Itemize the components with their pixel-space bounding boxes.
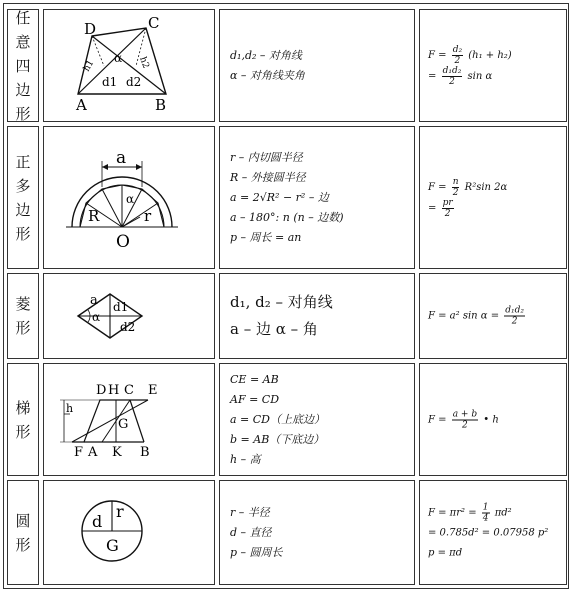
quadrilateral-figure bbox=[44, 10, 214, 121]
definition-line: AF = CD bbox=[230, 392, 280, 406]
svg-text:r: r bbox=[116, 502, 124, 521]
svg-text:r: r bbox=[144, 207, 152, 225]
formula-cell bbox=[419, 273, 567, 359]
definition-line: d₁, d₂ – 对角线 bbox=[230, 293, 333, 311]
trapezoid-figure bbox=[44, 364, 214, 475]
figure-cell bbox=[43, 9, 215, 122]
formula-cell bbox=[419, 363, 567, 476]
svg-text:G: G bbox=[106, 536, 119, 555]
variable-definitions bbox=[230, 289, 410, 343]
svg-text:a: a bbox=[116, 148, 127, 168]
area-formula: F = πr² = $\frac{1}{4}$ πd² = 0.785d² = 0.07958 p² p = πd bbox=[428, 502, 549, 558]
definition-line: r – 半径 bbox=[230, 505, 270, 519]
definition-line: a = 2√R² − r² – 边 bbox=[230, 190, 329, 204]
area-formula: F = a² sin α = $\frac{\text{d₁d₂}}{2}$ bbox=[428, 305, 525, 327]
shape-name-cell bbox=[7, 9, 39, 122]
svg-text:α: α bbox=[92, 310, 101, 324]
shape-name: 任 意 四 边 形 bbox=[15, 9, 31, 122]
description-cell bbox=[219, 480, 415, 585]
svg-text:h: h bbox=[66, 402, 74, 415]
definition-line: a = CD（上底边） bbox=[230, 412, 326, 426]
svg-text:d2: d2 bbox=[126, 75, 142, 89]
shape-name: 圆 形 bbox=[15, 511, 31, 554]
shape-name-cell bbox=[7, 480, 39, 585]
formula-cell bbox=[419, 480, 567, 585]
svg-text:d2: d2 bbox=[120, 320, 136, 334]
figure-cell bbox=[43, 480, 215, 585]
definition-line: d – 直径 bbox=[230, 525, 272, 539]
svg-text:O: O bbox=[116, 232, 130, 252]
table-row bbox=[4, 7, 570, 124]
svg-text:α: α bbox=[126, 192, 135, 206]
table-row bbox=[4, 124, 570, 271]
shape-name: 梯 形 bbox=[15, 398, 31, 441]
svg-text:d1: d1 bbox=[102, 75, 118, 89]
svg-text:A: A bbox=[76, 96, 87, 114]
svg-text:d: d bbox=[92, 512, 103, 531]
shape-name: 菱 形 bbox=[15, 295, 31, 337]
variable-definitions bbox=[230, 46, 410, 86]
svg-text:A: A bbox=[88, 445, 98, 460]
shape-name-cell bbox=[7, 363, 39, 476]
definition-line: b = AB（下底边） bbox=[230, 432, 325, 446]
svg-text:h2: h2 bbox=[137, 55, 151, 70]
area-formula: F = $\frac{\text{d₂}}{2}$ (h₁ + h₂) = $\frac{\text{d₁d₂}}{2}$ sin α bbox=[428, 44, 512, 87]
area-formula: F = $\frac{n}{2}$ R²sin 2α = $\frac{pr}{2}$ bbox=[428, 176, 508, 219]
definition-line: α – 对角线夹角 bbox=[230, 68, 305, 82]
shape-name-cell bbox=[7, 273, 39, 359]
svg-text:K: K bbox=[112, 445, 122, 460]
variable-definitions bbox=[230, 370, 410, 470]
area-formula: F = $\frac{a + b}{2}$ • h bbox=[428, 409, 499, 430]
svg-text:R: R bbox=[88, 207, 100, 225]
svg-text:C: C bbox=[124, 383, 134, 398]
svg-text:F: F bbox=[74, 445, 84, 460]
definition-line: p – 圆周长 bbox=[230, 545, 283, 559]
description-cell bbox=[219, 273, 415, 359]
definition-line: a – 边 α – 角 bbox=[230, 320, 318, 338]
table-row bbox=[4, 271, 570, 361]
formula-table bbox=[3, 3, 569, 589]
regular-polygon-figure bbox=[44, 127, 214, 268]
svg-text:α: α bbox=[114, 51, 123, 65]
svg-text:D: D bbox=[84, 20, 97, 38]
table-row bbox=[4, 361, 570, 478]
shape-name: 正 多 边 形 bbox=[15, 152, 31, 243]
svg-text:d1: d1 bbox=[113, 300, 129, 314]
definition-line: R – 外接圆半径 bbox=[230, 170, 306, 184]
svg-text:E: E bbox=[148, 383, 158, 398]
figure-cell bbox=[43, 363, 215, 476]
svg-text:D: D bbox=[96, 383, 107, 398]
formula-cell bbox=[419, 126, 567, 269]
svg-text:B: B bbox=[140, 445, 150, 460]
definition-line: r – 内切圆半径 bbox=[230, 150, 303, 164]
description-cell bbox=[219, 363, 415, 476]
definition-line: CE = AB bbox=[230, 372, 279, 386]
svg-text:a: a bbox=[90, 293, 98, 308]
variable-definitions bbox=[230, 503, 410, 563]
formula-cell bbox=[419, 9, 567, 122]
definition-line: p – 周长 = an bbox=[230, 230, 302, 244]
description-cell bbox=[219, 126, 415, 269]
definition-line: a – 180°: n (n – 边数) bbox=[230, 210, 344, 224]
definition-line: d₁,d₂ – 对角线 bbox=[230, 48, 302, 62]
variable-definitions bbox=[230, 148, 410, 248]
definition-line: h – 高 bbox=[230, 452, 261, 466]
svg-text:G: G bbox=[118, 417, 129, 432]
shape-name-cell bbox=[7, 126, 39, 269]
figure-cell bbox=[43, 273, 215, 359]
svg-text:H: H bbox=[108, 383, 120, 398]
svg-text:C: C bbox=[148, 14, 160, 32]
description-cell bbox=[219, 9, 415, 122]
figure-cell bbox=[43, 126, 215, 269]
svg-text:B: B bbox=[155, 96, 167, 114]
svg-text:h1: h1 bbox=[81, 58, 97, 74]
rhombus-figure bbox=[44, 274, 214, 358]
circle-figure bbox=[44, 481, 214, 584]
table-row bbox=[4, 478, 570, 587]
